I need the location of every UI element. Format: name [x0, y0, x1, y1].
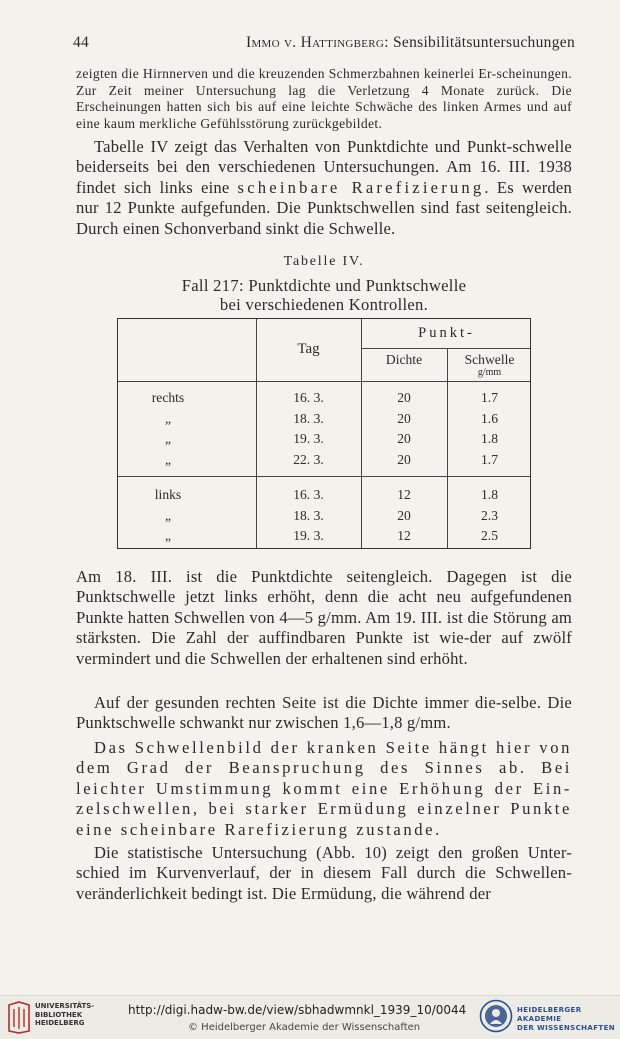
row-schwelle: 1.6 [481, 410, 498, 426]
author-name: Immo v. Hattingberg [246, 34, 385, 51]
row-tag: 16. 3. [293, 390, 324, 405]
paragraph-3: Auf der gesunden rechten Seite ist die Dichte immer die-selbe. Die Punktschwelle schwankt nur zwischen 1,6—1,8 g/mm. [76, 693, 572, 733]
table-label: Tabelle IV. [283, 254, 365, 269]
row-dichte: 20 [397, 431, 411, 446]
row-dichte: 12 [397, 528, 411, 543]
running-header [73, 34, 575, 54]
paragraph-5: Die statistische Untersuchung (Abb. 10) zeigt den großen Unter-schied im Kurvenverlauf, der in diesem Fall durch die Schwellen-veränderlichkeit bedingt ist. Die Ermüdung, die während der [76, 843, 572, 903]
row-schwelle: 1.8 [481, 487, 498, 502]
row-dichte: 12 [397, 487, 411, 502]
paragraph-1: Tabelle IV zeigt das Verhalten von Punktdichte und Punkt-schwelle beiderseits bei den verschiedenen Untersuchungen. Am 16. III. 1938 findet sich links eine scheinbare Rarefizierung. Es werden nur 12 Punkte aufgefunden. Die Punktschwellen sind fast seitengleich. Durch einen Schonverband sinkt die Schwelle. [76, 137, 572, 238]
row-dichte: 20 [397, 390, 411, 405]
footer-bar [0, 995, 620, 1039]
running-title [246, 34, 575, 52]
row-tag: 22. 3. [293, 451, 324, 467]
row-dichte: 20 [397, 507, 411, 523]
row-schwelle: 2.5 [481, 528, 498, 543]
row-tag: 18. 3. [293, 507, 324, 523]
row-schwelle: 1.7 [481, 390, 498, 405]
row-side: „ [164, 528, 172, 543]
table-caption: Fall 217: Punktdichte und Punktschwelle bei verschiedenen Kontrollen. [181, 276, 467, 314]
row-tag: 18. 3. [293, 410, 324, 426]
col-unit: g/mm [477, 367, 502, 378]
header-rule [118, 381, 530, 382]
row-schwelle: 1.7 [481, 451, 498, 467]
row-side: „ [164, 410, 172, 426]
row-side: „ [164, 507, 172, 523]
col-schwelle-header: Schwelle [464, 352, 515, 367]
row-dichte: 20 [397, 451, 411, 467]
paragraph-4-spaced: Das Schwellenbild der kranken Seite hängt hier von dem Grad der Beanspruchung des Sinnes ab. Bei leichter Umstimmung kommt eine Erhöhung der Ein-zelschwellen, bei starker Ermüdung einzelner Punkte eine scheinbare Rarefizierung zustande. [76, 738, 572, 839]
col-tag-header: Tag [297, 341, 320, 357]
data-table [117, 318, 531, 549]
row-dichte: 20 [397, 410, 411, 426]
page-number: 44 [73, 34, 90, 51]
row-schwelle: 1.8 [481, 431, 498, 446]
intro-small-paragraph: zeigten die Hirnnerven und die kreuzenden Schmerzbahnen keinerlei Er-scheinungen. Zur Zeit meiner Untersuchung lag die Verletzung 4 Monate zurück. Die Erscheinungen hatten sich bis auf eine leichte Schwäche des linken Armes und auf eine kaum merkliche Gefühlsstörung zurückgebildet. [76, 66, 572, 131]
source-url-link[interactable]: http://digi.hadw-bw.de/view/sbhadwmnkl_1939_10/0044 [128, 1003, 467, 1017]
copyright-notice: © Heidelberger Akademie der Wissenschaften [188, 1022, 421, 1033]
subheader-rule [361, 348, 530, 349]
group-rule [118, 476, 530, 477]
col-group-header: Punkt- [418, 325, 475, 341]
row-side: links [154, 487, 182, 502]
university-library-logo-icon [6, 1001, 32, 1034]
academy-name: HEIDELBERGER AKADEMIE DER WISSENSCHAFTEN [517, 1006, 616, 1032]
spaced-emphasis: scheinbare Rarefizierung [237, 177, 485, 197]
row-tag: 19. 3. [293, 528, 324, 543]
title-rest: : Sensibilitätsuntersuchungen [384, 34, 575, 51]
university-library-name: UNIVERSITÄTS- BIBLIOTHEK HEIDELBERG [35, 1002, 95, 1027]
row-side: „ [164, 451, 172, 467]
paragraph-2: Am 18. III. ist die Punktdichte seitengleich. Dagegen ist die Punktschwelle jetzt links erhöht, denn die acht neu aufgefundenen Punkte hatten Schwellen von 4—5 g/mm. Am 19. III. ist die Störung am stärksten. Die Zahl der auffindbaren Punkte ist wie-der auf zwölf vermindert und die Schwellen der erhaltenen sind erhöht. [76, 567, 572, 668]
academy-seal-icon [479, 999, 513, 1033]
row-side: „ [164, 431, 172, 446]
row-tag: 19. 3. [293, 431, 324, 446]
row-side: rechts [151, 390, 185, 405]
col-dichte-header: Dichte [385, 352, 423, 367]
row-tag: 16. 3. [293, 487, 324, 502]
row-schwelle: 2.3 [481, 507, 498, 523]
